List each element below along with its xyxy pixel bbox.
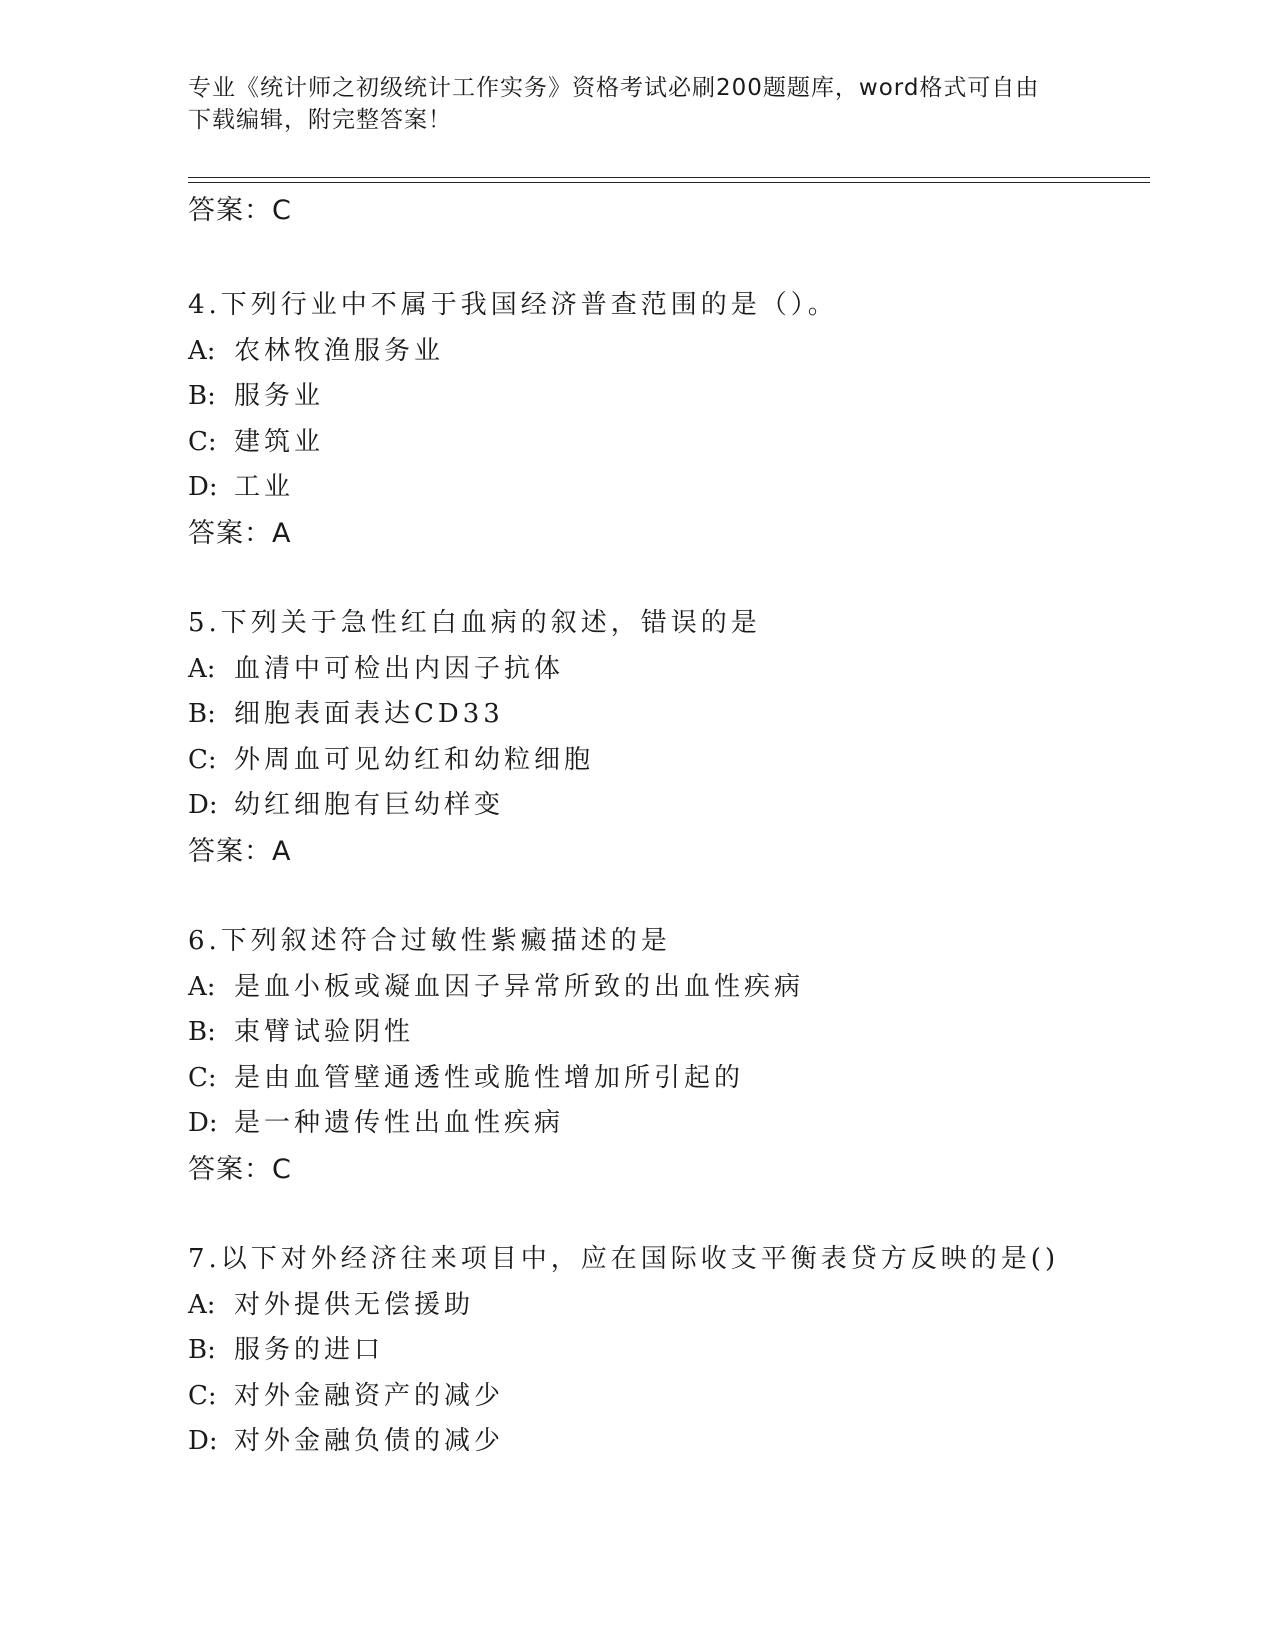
option-text: 对外提供无偿援助 xyxy=(234,1289,475,1320)
option-letter: D: xyxy=(188,1426,218,1456)
option-letter: D: xyxy=(188,472,218,502)
option-text: 是由血管壁通透性或脆性增加所引起的 xyxy=(234,1062,745,1093)
option-b xyxy=(188,1010,1148,1056)
option-letter: B: xyxy=(188,1335,216,1365)
option-text: 是血小板或凝血因子异常所致的出血性疾病 xyxy=(234,971,805,1002)
question-7 xyxy=(188,1237,1148,1465)
answer: 答案：A xyxy=(188,835,292,867)
option-text: 血清中可检出内因子抗体 xyxy=(234,653,565,684)
option-d xyxy=(188,1419,1148,1465)
option-letter: B: xyxy=(188,699,216,729)
option-b xyxy=(188,1328,1148,1374)
option-a xyxy=(188,329,1148,375)
question-spacer xyxy=(188,1192,1148,1237)
question-text: 4.下列行业中不属于我国经济普查范围的是（）。 xyxy=(188,290,838,320)
option-c xyxy=(188,738,1148,784)
option-c xyxy=(188,1056,1148,1102)
question-spacer xyxy=(188,556,1148,601)
header-line-2: 下载编辑，附完整答案！ xyxy=(188,107,452,133)
question-6 xyxy=(188,919,1148,1192)
question-spacer xyxy=(188,874,1148,919)
answer: 答案：A xyxy=(188,517,292,549)
option-letter: A: xyxy=(188,971,216,1002)
header-divider-top xyxy=(188,177,1150,178)
option-d xyxy=(188,465,1148,511)
question-text: 7.以下对外经济往来项目中，应在国际收支平衡表贷方反映的是() xyxy=(188,1244,1060,1274)
option-d xyxy=(188,1101,1148,1147)
option-d xyxy=(188,783,1148,829)
option-c xyxy=(188,1374,1148,1420)
option-letter: B: xyxy=(188,1017,216,1047)
option-text: 对外金融资产的减少 xyxy=(234,1380,505,1411)
option-text: 建筑业 xyxy=(234,426,325,457)
option-letter: D: xyxy=(188,1108,218,1138)
answer: 答案：C xyxy=(188,1153,292,1185)
question-text: 5.下列关于急性红白血病的叙述，错误的是 xyxy=(188,608,761,638)
option-text: 是一种遗传性出血性疾病 xyxy=(234,1108,565,1138)
option-letter: C: xyxy=(188,744,217,775)
option-letter: A: xyxy=(188,653,216,684)
option-text: 农林牧渔服务业 xyxy=(234,335,445,366)
option-letter: B: xyxy=(188,381,216,411)
question-list xyxy=(188,283,1148,1465)
header-divider-bottom xyxy=(188,182,1150,183)
question-4 xyxy=(188,283,1148,556)
option-text: 对外金融负债的减少 xyxy=(234,1426,505,1456)
option-c xyxy=(188,420,1148,466)
previous-question-answer: 答案：C xyxy=(188,195,292,226)
option-text: 细胞表面表达CD33 xyxy=(234,699,504,729)
option-letter: A: xyxy=(188,1289,216,1320)
document-header xyxy=(188,72,1068,136)
option-text: 幼红细胞有巨幼样变 xyxy=(234,790,505,820)
question-text: 6.下列叙述符合过敏性紫癜描述的是 xyxy=(188,926,671,956)
option-text: 服务的进口 xyxy=(234,1335,385,1365)
option-a xyxy=(188,1283,1148,1329)
option-b xyxy=(188,374,1148,420)
option-b xyxy=(188,692,1148,738)
header-line-1: 专业《统计师之初级统计工作实务》资格考试必刷200题题库，word格式可自由 xyxy=(188,75,1040,101)
option-text: 束臂试验阴性 xyxy=(234,1017,415,1047)
option-letter: D: xyxy=(188,790,218,820)
option-text: 工业 xyxy=(234,472,295,502)
question-5 xyxy=(188,601,1148,874)
option-text: 外周血可见幼红和幼粒细胞 xyxy=(234,744,595,775)
option-letter: C: xyxy=(188,1380,217,1411)
option-letter: C: xyxy=(188,426,217,457)
option-letter: C: xyxy=(188,1062,217,1093)
option-a xyxy=(188,647,1148,693)
option-a xyxy=(188,965,1148,1011)
option-text: 服务业 xyxy=(234,381,325,411)
option-letter: A: xyxy=(188,335,216,366)
